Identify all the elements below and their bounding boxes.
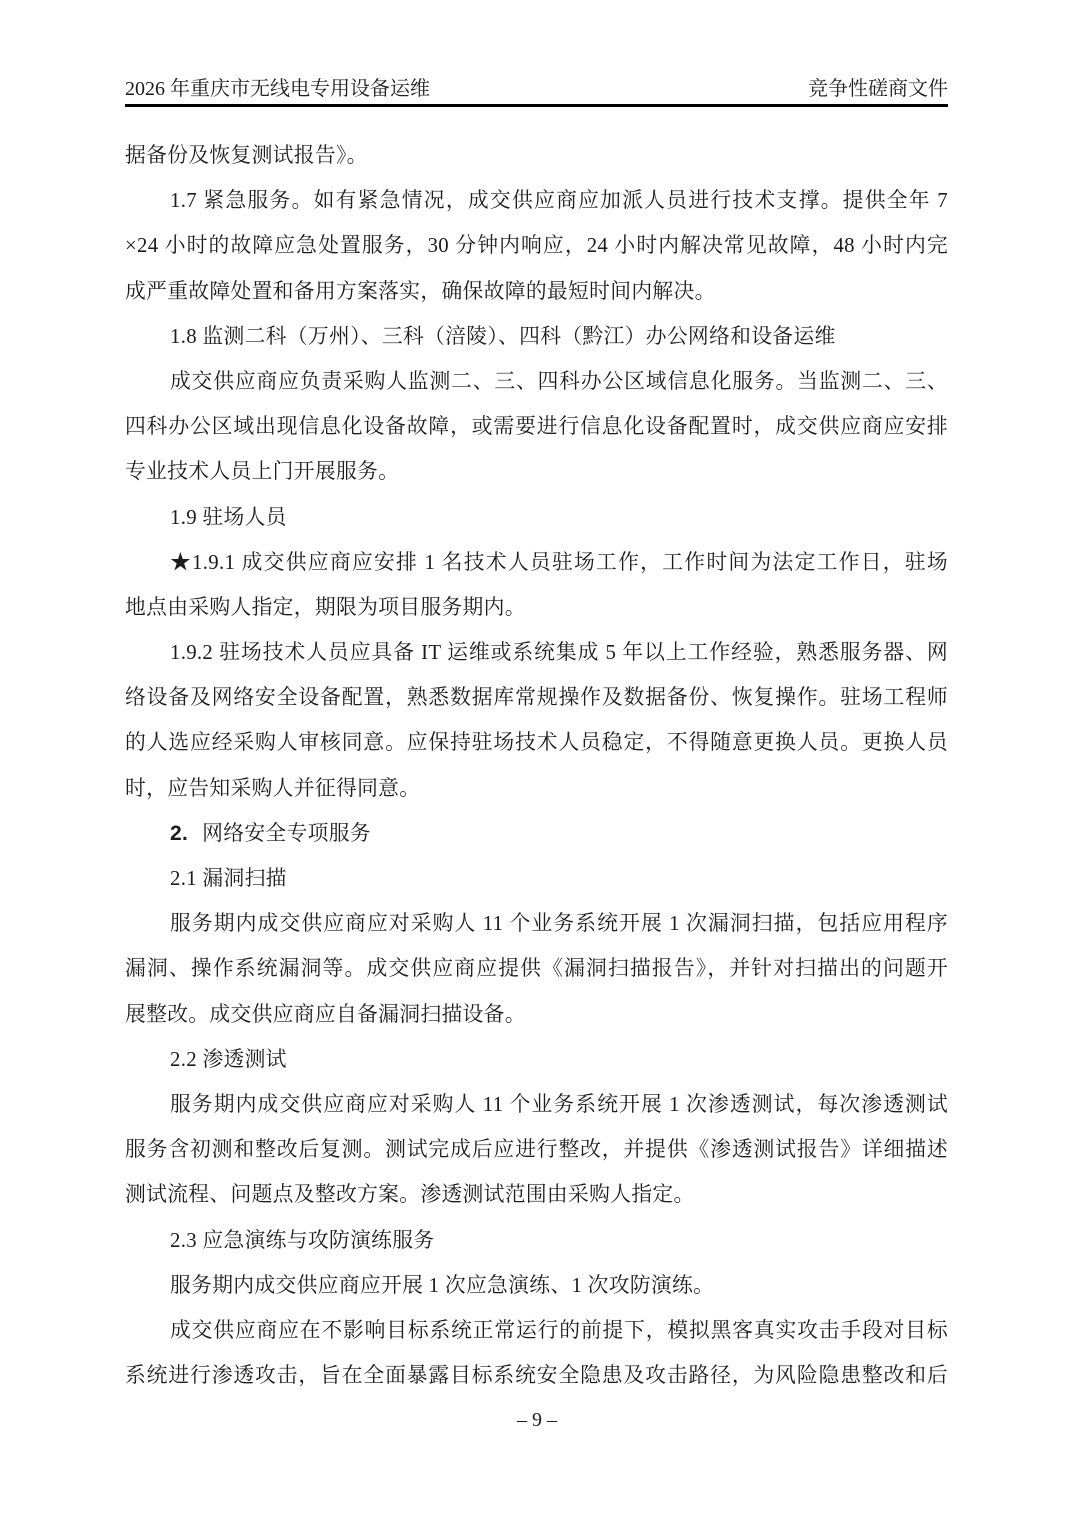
header-right-title: 竞争性磋商文件 bbox=[808, 78, 948, 100]
subsection-heading-1-8: 1.8 监测二科（万州）、三科（涪陵）、四科（黔江）办公网络和设备运维 bbox=[170, 324, 836, 348]
text-line: 成交供应商应在不影响目标系统正常运行的前提下，模拟黑客真实攻击手段对目标 bbox=[170, 1318, 948, 1342]
text-line: 的人选应经采购人审核同意。应保持驻场技术人员稳定，不得随意更换人员。更换人员 bbox=[125, 731, 948, 755]
text-line: 据备份及恢复测试报告》。 bbox=[125, 144, 368, 167]
document-body bbox=[125, 133, 948, 1398]
page-number: – 9 – bbox=[517, 1409, 557, 1431]
header-rule bbox=[125, 104, 948, 107]
text-line: 专业技术人员上门开展服务。 bbox=[125, 460, 400, 484]
subsection-heading-2-3: 2.3 应急演练与攻防演练服务 bbox=[170, 1228, 435, 1252]
subsection-heading-2-2: 2.2 渗透测试 bbox=[170, 1047, 287, 1071]
text-line: 成交供应商应负责采购人监测二、三、四科办公区域信息化服务。当监测二、三、 bbox=[170, 369, 948, 393]
text-line: 地点由采购人指定，期限为项目服务期内。 bbox=[125, 595, 526, 619]
page-header bbox=[125, 76, 948, 102]
section-title: 网络安全专项服务 bbox=[202, 821, 371, 845]
subsection-heading-2-1: 2.1 漏洞扫描 bbox=[170, 867, 287, 890]
text-line: 成严重故障处置和备用方案落实，确保故障的最短时间内解决。 bbox=[125, 279, 716, 303]
section-number: 2. bbox=[170, 821, 189, 845]
text-line: 服务期内成交供应商应对采购人 11 个业务系统开展 1 次渗透测试，每次渗透测试 bbox=[170, 1092, 948, 1116]
text-line: 四科办公区域出现信息化设备故障，或需要进行信息化设备配置时，成交供应商应安排 bbox=[125, 415, 948, 439]
subsection-heading-1-9: 1.9 驻场人员 bbox=[170, 505, 287, 529]
text-line: 服务期内成交供应商应开展 1 次应急演练、1 次攻防演练。 bbox=[170, 1273, 715, 1297]
text-line: 时，应告知采购人并征得同意。 bbox=[125, 776, 421, 800]
header-left-title: 2026 年重庆市无线电专用设备运维 bbox=[125, 78, 430, 100]
text-line: 系统进行渗透攻击，旨在全面暴露目标系统安全隐患及攻击路径，为风险隐患整改和后 bbox=[125, 1364, 948, 1388]
text-line: ×24 小时的故障应急处置服务，30 分钟内响应，24 小时内解决常见故障，48 小时内完 bbox=[125, 234, 948, 258]
section-heading-2 bbox=[125, 811, 948, 856]
page-footer bbox=[0, 1405, 1074, 1435]
text-line: 1.7 紧急服务。如有紧急情况，成交供应商应加派人员进行技术支撑。提供全年 7 bbox=[170, 189, 948, 213]
text-line: 服务期内成交供应商应对采购人 11 个业务系统开展 1 次漏洞扫描，包括应用程序 bbox=[170, 912, 948, 936]
text-line: 1.9.2 驻场技术人员应具备 IT 运维或系统集成 5 年以上工作经验，熟悉服务器、网 bbox=[170, 641, 948, 665]
text-line: 漏洞、操作系统漏洞等。成交供应商应提供《漏洞扫描报告》，并针对扫描出的问题开 bbox=[125, 957, 948, 981]
text-line: 服务含初测和整改后复测。测试完成后应进行整改，并提供《渗透测试报告》详细描述 bbox=[125, 1138, 948, 1162]
text-line: 展整改。成交供应商应自备漏洞扫描设备。 bbox=[125, 1002, 526, 1026]
text-line: 络设备及网络安全设备配置，熟悉数据库常规操作及数据备份、恢复操作。驻场工程师 bbox=[125, 686, 948, 710]
text-line: 测试流程、问题点及整改方案。渗透测试范围由采购人指定。 bbox=[125, 1183, 695, 1207]
text-line: ★1.9.1 成交供应商应安排 1 名技术人员驻场工作，工作时间为法定工作日，驻场 bbox=[170, 550, 948, 574]
